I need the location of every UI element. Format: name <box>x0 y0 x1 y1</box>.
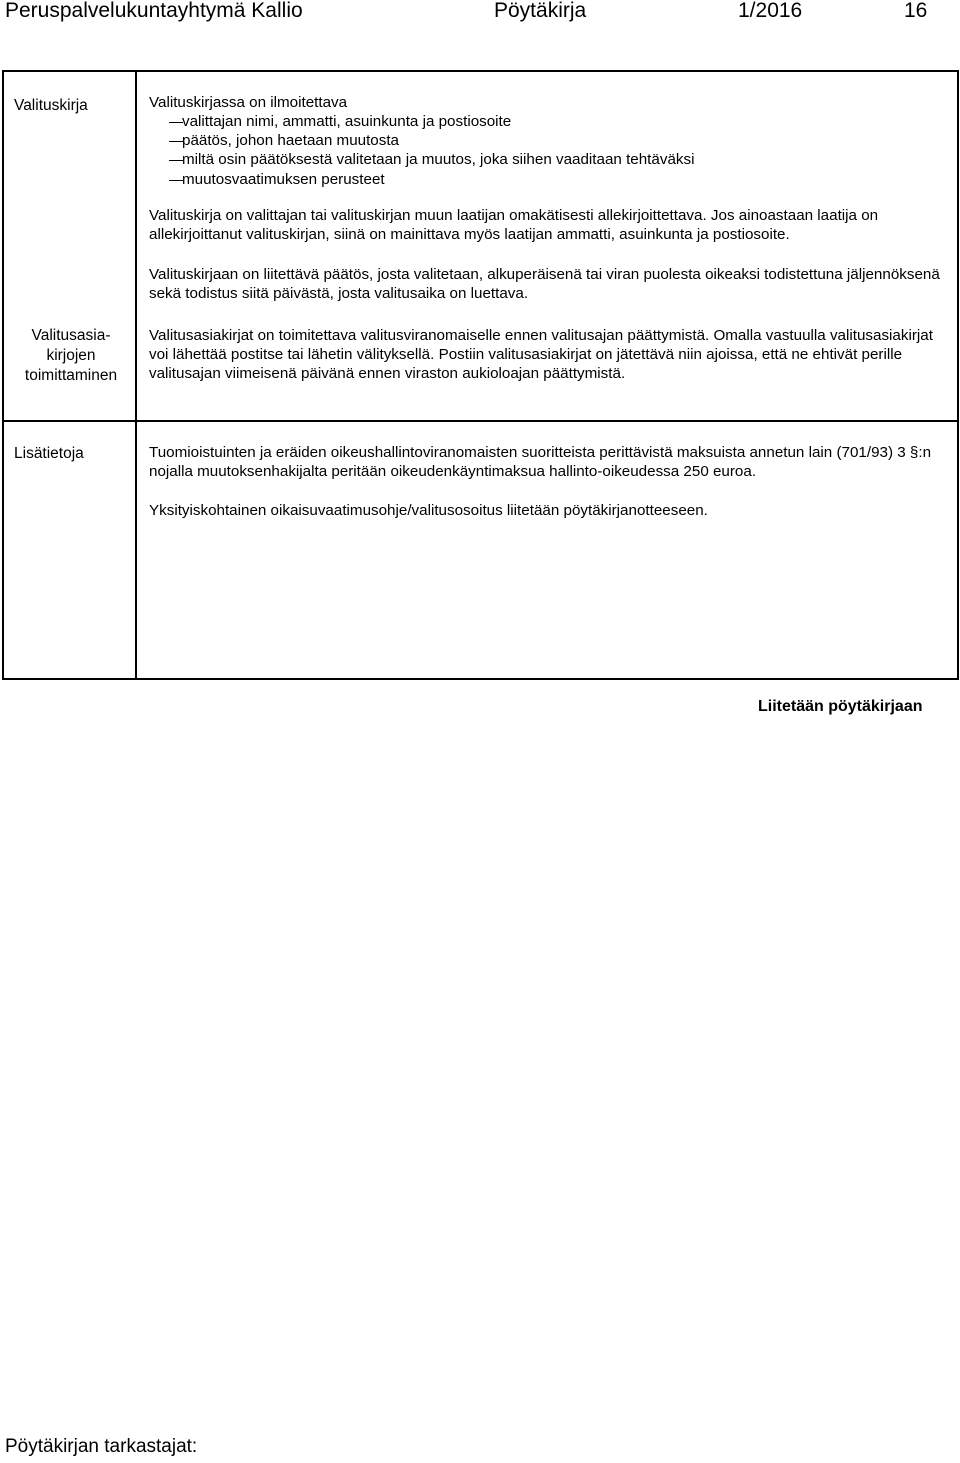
bullet-item: muutosvaatimuksen perusteet <box>182 171 385 188</box>
appeal-instructions-box <box>2 70 959 422</box>
column-divider <box>135 72 137 420</box>
reviewers-label: Pöytäkirjan tarkastajat: <box>5 1436 198 1457</box>
bullet-item: päätös, johon haetaan muutosta <box>182 132 400 149</box>
section-label-delivery <box>14 326 128 386</box>
section-label-valituskirja: Valituskirja <box>14 97 88 114</box>
label-line: toimittaminen <box>24 367 118 384</box>
document-number: 1/2016 <box>738 0 803 22</box>
column-divider <box>135 422 137 678</box>
bullet-dash <box>169 180 183 181</box>
bullet-item: valittajan nimi, ammatti, asuinkunta ja postiosoite <box>182 113 512 130</box>
fee-paragraph: Tuomioistuinten ja eräiden oikeushallintoviranomaisten suoritteista perittävistä maksuista annetun lain (701/93) 3 §:n nojalla muutoksenhakijalta peritään oikeudenkäyntimaksua hallinto-oikeudessa 250 euroa. <box>149 444 932 480</box>
bullet-dash <box>169 122 183 123</box>
bullet-item: miltä osin päätöksestä valitetaan ja muutos, joka siihen vaaditaan tehtäväksi <box>182 151 695 168</box>
section-label-lisatietoja: Lisätietoja <box>14 445 84 462</box>
organization-name: Peruspalvelukuntayhtymä Kallio <box>5 0 303 22</box>
section-intro: Valituskirjassa on ilmoitettava <box>149 94 348 111</box>
document-type: Pöytäkirja <box>494 0 587 22</box>
label-line: Valitusasia- <box>31 327 111 344</box>
additional-info-box <box>2 420 959 680</box>
bullet-dash <box>169 160 183 161</box>
instruction-paragraph: Yksityiskohtainen oikaisuvaatimusohje/valitusosoitus liitetään pöytäkirjanotteeseen. <box>149 502 708 519</box>
label-line: kirjojen <box>46 347 96 364</box>
delivery-paragraph: Valitusasiakirjat on toimitettava valitusviranomaiselle ennen valitusajan päättymistä. Omalla vastuulla valitusasiakirjat voi lähettää postitse tai lähetin välityksellä. Postiin valitusasiakirjat on jätettävä niin ajoissa, että ne ehtivät perille valitusajan viimeisenä päivänä ennen viraston aukioloajan päättymistä. <box>149 327 933 382</box>
page-number: 16 <box>904 0 928 22</box>
attach-note: Liitetään pöytäkirjaan <box>758 698 923 715</box>
bullet-dash <box>169 141 183 142</box>
signature-paragraph: Valituskirja on valittajan tai valituskirjan muun laatijan omakätisesti allekirjoittettava. Jos ainoastaan laatija on allekirjoittanut valituskirjan, siinä on mainittava myös laatijan ammatti, asuinkunta ja postiosoite. <box>149 207 879 243</box>
attachment-paragraph: Valituskirjaan on liitettävä päätös, josta valitetaan, alkuperäisenä tai viran puolesta oikeaksi todistettuna jäljennöksenä sekä todistus siitä päivästä, josta valitusaika on luettava. <box>149 266 940 302</box>
